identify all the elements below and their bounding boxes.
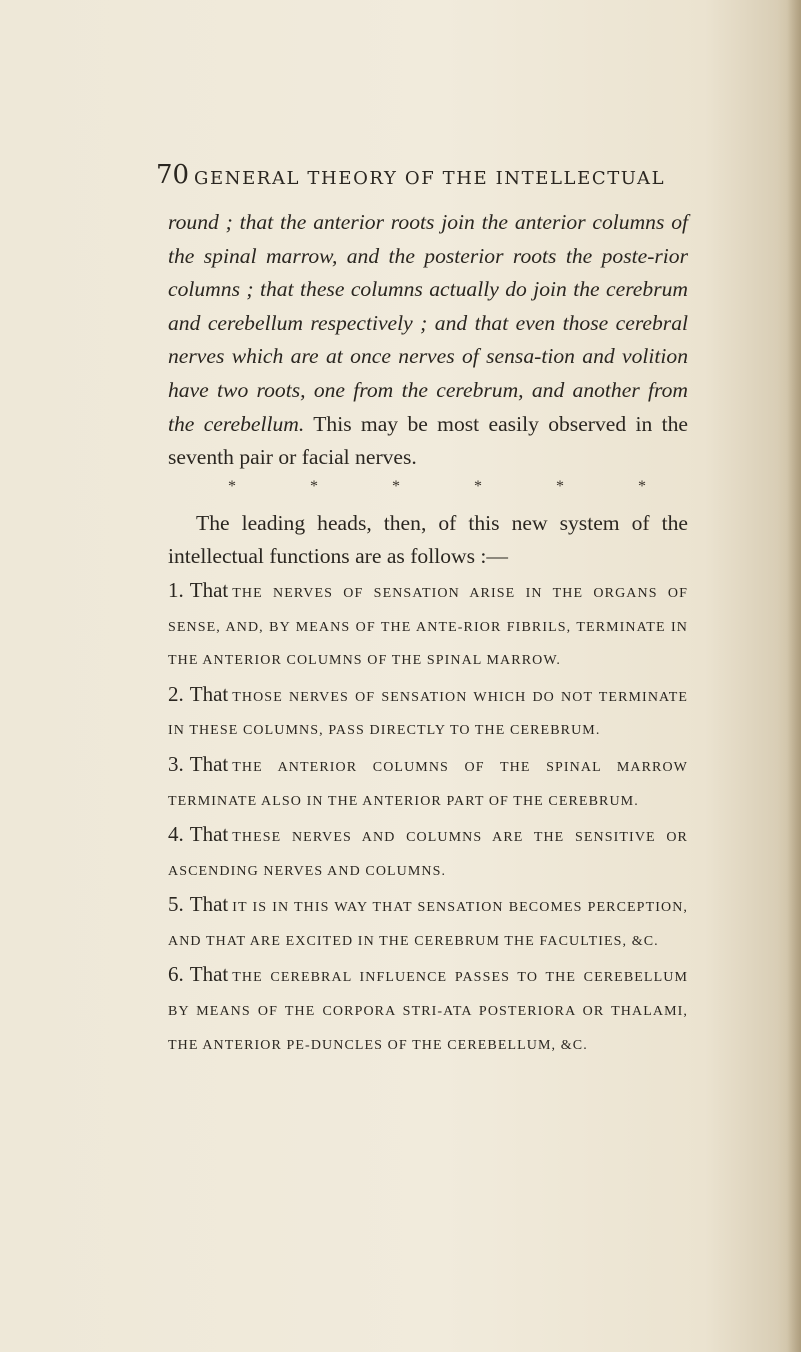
asterisk: * xyxy=(638,477,646,495)
intro-paragraph xyxy=(168,206,688,475)
intro-italic-text: round ; that the anterior roots join the anterior columns of the spinal marrow, and the posterior roots the poste-rior columns ; that these columns actually do join the cerebrum and cerebellum respectively ; and that even those cerebral nerves which are at once nerves of sensa-tion and volition have two roots, one from the cerebrum, and another from the cerebellum. xyxy=(168,210,688,436)
item-lead-word: That xyxy=(189,751,229,776)
item-text: THOSE NERVES OF SENSATION WHICH DO NOT TERMINATE IN THESE COLUMNS, PASS DIRECTLY TO THE CEREBRUM. xyxy=(168,689,688,739)
asterisk: * xyxy=(310,477,318,495)
asterisk: * xyxy=(474,477,482,495)
item-number: 2. xyxy=(168,681,184,706)
page-edge-shadow xyxy=(787,0,801,1352)
item-text: THE ANTERIOR COLUMNS OF THE SPINAL MARROW TERMINATE ALSO IN THE ANTERIOR PART OF THE CEREBRUM. xyxy=(168,759,688,809)
page-number: 70 xyxy=(156,160,190,190)
item-number: 1. xyxy=(168,577,184,602)
item-text: THE CEREBRAL INFLUENCE PASSES TO THE CEREBELLUM BY MEANS OF THE CORPORA STRI-ATA POSTERIORA OR THALAMI, THE ANTERIOR PE-DUNCLES OF THE CEREBELLUM, &C. xyxy=(168,970,688,1053)
item-lead-word: That xyxy=(189,962,229,987)
item-number: 5. xyxy=(168,892,184,917)
list-item xyxy=(168,888,688,958)
list-item xyxy=(168,958,688,1062)
section-break-asterisks xyxy=(168,477,688,497)
item-number: 4. xyxy=(168,822,184,847)
item-text: THE NERVES OF SENSATION ARISE IN THE ORGANS OF SENSE, AND, BY MEANS OF THE ANTE-RIOR FIBRILS, TERMINATE IN THE ANTERIOR COLUMNS OF THE SPINAL MARROW. xyxy=(168,585,688,669)
asterisk: * xyxy=(392,477,400,495)
item-text: THESE NERVES AND COLUMNS ARE THE SENSITIVE OR ASCENDING NERVES AND COLUMNS. xyxy=(168,830,688,879)
lead-paragraph: The leading heads, then, of this new system of the intellectual functions are as follows :— xyxy=(168,510,688,569)
item-number: 6. xyxy=(168,962,184,987)
running-title: GENERAL THEORY OF THE INTELLECTUAL xyxy=(194,168,666,189)
page-body xyxy=(168,206,688,1062)
item-lead-word: That xyxy=(189,577,229,602)
asterisk: * xyxy=(556,477,564,495)
asterisk: * xyxy=(228,477,236,495)
item-lead-word: That xyxy=(189,892,229,917)
list-item xyxy=(168,818,688,888)
list-item xyxy=(168,678,688,748)
list-item xyxy=(168,574,688,678)
item-lead-word: That xyxy=(189,822,229,847)
item-number: 3. xyxy=(168,751,184,776)
item-text: IT IS IN THIS WAY THAT SENSATION BECOMES PERCEPTION, AND THAT ARE EXCITED IN THE CEREBRUM THE FACULTIES, &C. xyxy=(168,900,688,949)
item-lead-word: That xyxy=(189,681,229,706)
list-item xyxy=(168,748,688,818)
intro-roman-text: This may be most easily observed in the seventh pair or facial nerves. xyxy=(168,411,688,470)
